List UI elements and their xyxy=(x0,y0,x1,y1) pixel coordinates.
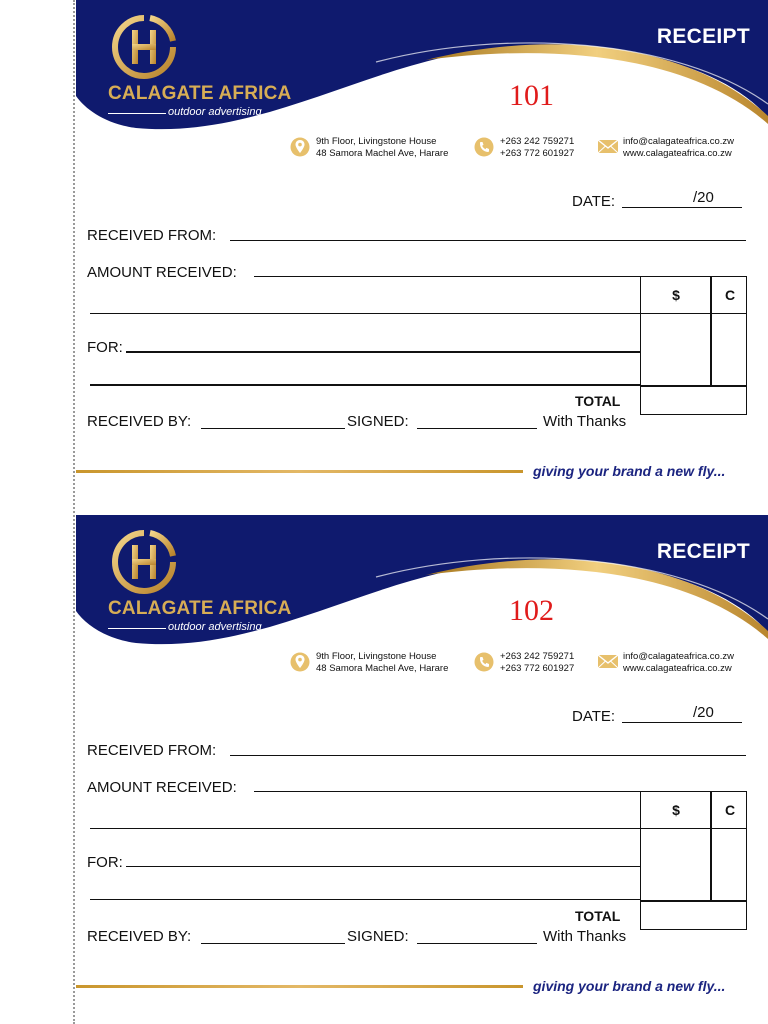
received-by-line[interactable] xyxy=(201,943,345,944)
thanks-label: With Thanks xyxy=(543,928,627,945)
receipt-title: RECEIPT xyxy=(656,540,750,563)
amount-received-line[interactable] xyxy=(254,791,640,792)
dollars-cents-divider xyxy=(710,791,712,901)
website: www.calagateafrica.co.zw xyxy=(623,148,732,159)
company-slogan: giving your brand a new fly... xyxy=(533,978,726,994)
for-line-2[interactable] xyxy=(90,899,640,900)
amount-line-2[interactable] xyxy=(90,313,640,314)
total-box[interactable] xyxy=(640,901,747,930)
amount-line-2[interactable] xyxy=(90,828,640,829)
footer-gold-rule xyxy=(76,470,523,473)
date-label: DATE: xyxy=(572,708,616,725)
phone-1: +263 242 759271 xyxy=(500,651,575,662)
received-from-line[interactable] xyxy=(230,755,746,756)
company-name: CALAGATE AFRICA xyxy=(108,598,292,619)
tagline-rule xyxy=(108,628,166,629)
signed-label: SIGNED: xyxy=(347,928,409,945)
thanks-label: With Thanks xyxy=(543,413,627,430)
phone-icon xyxy=(474,136,494,158)
total-label: TOTAL xyxy=(575,908,621,924)
receipt-title: RECEIPT xyxy=(656,25,750,48)
cents-header: C xyxy=(724,287,736,303)
signed-label: SIGNED: xyxy=(347,413,409,430)
date-field-line[interactable] xyxy=(622,207,742,208)
for-label: FOR: xyxy=(87,854,123,871)
for-line[interactable] xyxy=(126,866,640,867)
receipt-number: 102 xyxy=(509,594,554,627)
amount-box-divider xyxy=(640,313,747,314)
amount-box-divider xyxy=(640,828,747,829)
receipt-101 xyxy=(76,0,768,500)
logo-mark xyxy=(106,12,182,82)
received-by-label: RECEIVED BY: xyxy=(87,413,192,430)
company-tagline: outdoor advertising xyxy=(168,106,262,118)
address-line-1: 9th Floor, Livingstone House xyxy=(316,651,437,662)
phone-1: +263 242 759271 xyxy=(500,136,575,147)
receipt-102 xyxy=(76,515,768,1015)
receipt-number: 101 xyxy=(509,79,554,112)
signed-line[interactable] xyxy=(417,943,537,944)
dollars-header: $ xyxy=(672,802,680,818)
date-year-suffix: /20 xyxy=(693,704,714,721)
phone-2: +263 772 601927 xyxy=(500,663,575,674)
company-slogan: giving your brand a new fly... xyxy=(533,463,726,479)
amount-received-label: AMOUNT RECEIVED: xyxy=(87,779,237,796)
received-by-label: RECEIVED BY: xyxy=(87,928,192,945)
email: info@calagateafrica.co.zw xyxy=(623,136,735,147)
address-line-2: 48 Samora Machel Ave, Harare xyxy=(316,148,449,159)
receipt-header xyxy=(76,515,768,645)
logo-mark xyxy=(106,527,182,597)
location-pin-icon xyxy=(290,651,310,673)
envelope-icon xyxy=(597,136,619,156)
footer-gold-rule xyxy=(76,985,523,988)
amount-received-line[interactable] xyxy=(254,276,640,277)
received-by-line[interactable] xyxy=(201,428,345,429)
date-year-suffix: /20 xyxy=(693,189,714,206)
for-label: FOR: xyxy=(87,339,123,356)
received-from-label: RECEIVED FROM: xyxy=(87,742,217,759)
address-line-1: 9th Floor, Livingstone House xyxy=(316,136,437,147)
company-logo xyxy=(106,527,292,637)
total-box[interactable] xyxy=(640,386,747,415)
phone-icon xyxy=(474,651,494,673)
company-tagline: outdoor advertising xyxy=(168,621,262,633)
phone-2: +263 772 601927 xyxy=(500,148,575,159)
email: info@calagateafrica.co.zw xyxy=(623,651,735,662)
envelope-icon xyxy=(597,651,619,671)
website: www.calagateafrica.co.zw xyxy=(623,663,732,674)
tagline-rule xyxy=(108,113,166,114)
location-pin-icon xyxy=(290,136,310,158)
perforation-line xyxy=(73,0,75,1024)
company-logo xyxy=(106,12,292,122)
for-line[interactable] xyxy=(126,351,640,353)
cents-header: C xyxy=(724,802,736,818)
total-label: TOTAL xyxy=(575,393,621,409)
date-label: DATE: xyxy=(572,193,616,210)
dollars-header: $ xyxy=(672,287,680,303)
dollars-cents-divider xyxy=(710,276,712,386)
for-line-2[interactable] xyxy=(90,384,640,386)
date-field-line[interactable] xyxy=(622,722,742,723)
company-name: CALAGATE AFRICA xyxy=(108,83,292,104)
received-from-line[interactable] xyxy=(230,240,746,241)
received-from-label: RECEIVED FROM: xyxy=(87,227,217,244)
receipt-header xyxy=(76,0,768,130)
amount-received-label: AMOUNT RECEIVED: xyxy=(87,264,237,281)
address-line-2: 48 Samora Machel Ave, Harare xyxy=(316,663,449,674)
signed-line[interactable] xyxy=(417,428,537,429)
